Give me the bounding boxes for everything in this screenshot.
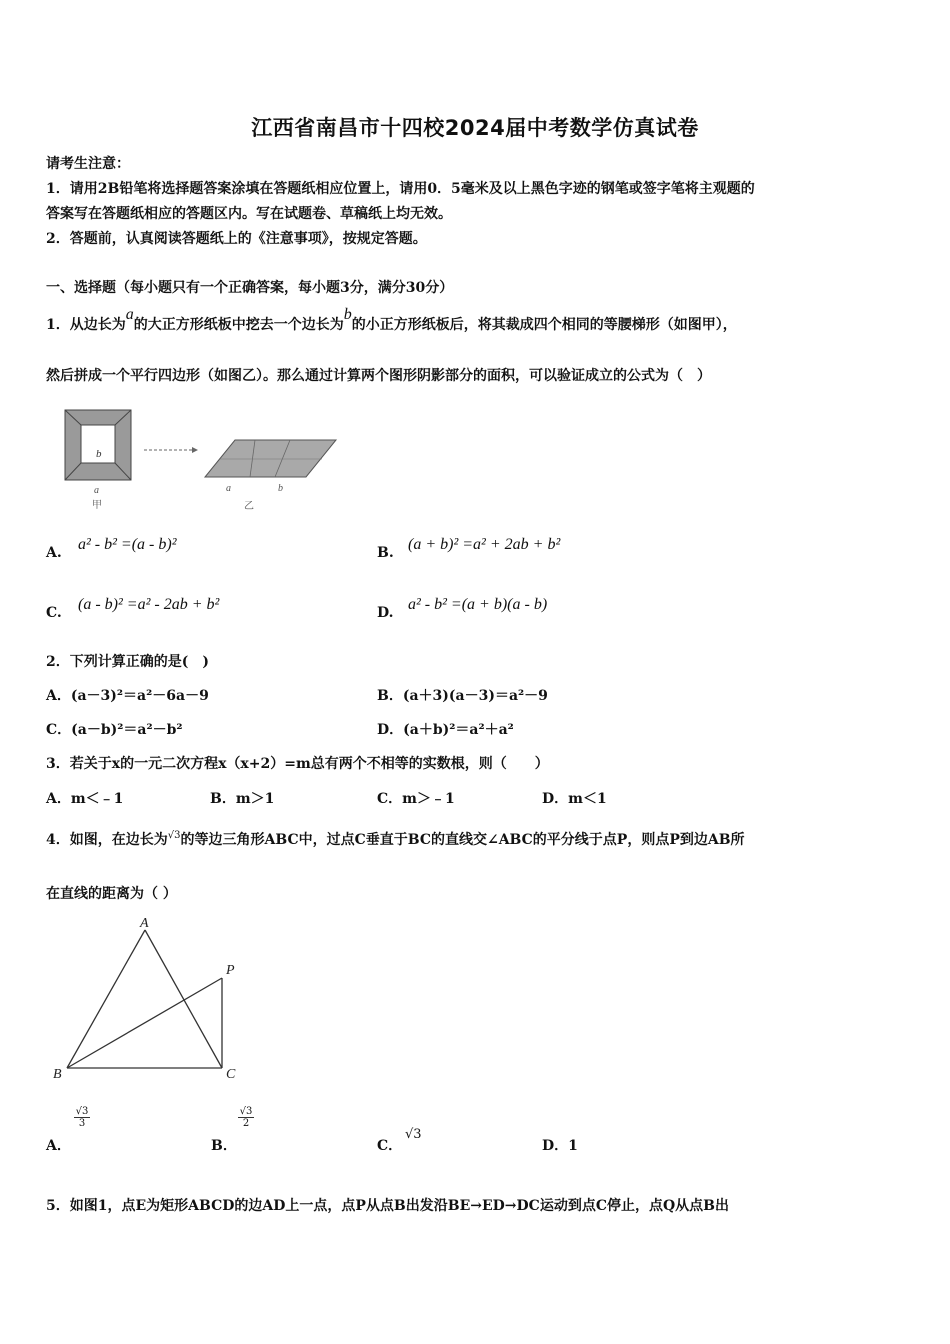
q2-option-a: A．(a－3)²＝a²－6a－9 [46, 688, 209, 704]
point-p-label: P [226, 963, 235, 978]
q1-option-c-label: C. [46, 605, 62, 621]
page-title: 江西省南昌市十四校2024届中考数学仿真试卷 [251, 116, 699, 140]
q2-option-c: C．(a－b)²＝a²－b² [46, 722, 183, 738]
vertex-b-label: B [53, 1067, 62, 1082]
q1-option-d: a² - b² =(a + b)(a - b) [408, 596, 548, 613]
vertex-c-label: C [226, 1067, 236, 1082]
notice-line-1: 1．请用2B铅笔将选择题答案涂填在答题纸相应位置上，请用0．5毫米及以上黑色字迹的钢笔或签字笔将主观题的 [46, 181, 755, 197]
q1-var-b: b [343, 306, 352, 323]
q4-sqrt3: √3 [167, 830, 181, 841]
q1-option-a-label: A. [46, 545, 62, 561]
q1-option-b: (a + b)² =a² + 2ab + b² [408, 536, 561, 553]
fig-label-yi: 乙 [244, 501, 254, 512]
q5-stem: 5．如图1，点E为矩形ABCD的边AD上一点，点P从点B出发沿BE→ED→DC运动到点C停止，点Q从点B出 [46, 1198, 729, 1214]
q1-option-d-label: D. [377, 605, 394, 621]
q4-figure [45, 912, 255, 1087]
fraction-denominator: 3 [78, 1118, 86, 1129]
fig-label-b2: b [278, 483, 283, 494]
q1-var-a: a [125, 306, 134, 323]
vertex-a-label: A [140, 916, 149, 931]
q1-figure [60, 405, 350, 515]
q4-option-a-label: A． [46, 1138, 71, 1154]
q1-text-1: 1．从边长为 [46, 317, 126, 333]
fraction-denominator: 2 [242, 1118, 250, 1129]
notice-line-3: 2．答题前，认真阅读答题纸上的《注意事项》，按规定答题。 [46, 231, 427, 247]
q3-option-a: A．m＜﹣1 [46, 791, 124, 807]
segment-bp [67, 978, 222, 1068]
q4-option-c-value: √3 [405, 1127, 422, 1142]
q2-option-b: B．(a＋3)(a－3)＝a²－9 [377, 688, 548, 704]
q4-text-2: 的等边三角形ABC中，过点C垂直于BC的直线交∠ABC的平分线于点P，则点P到边AB所 [180, 832, 745, 848]
fraction-numerator: √3 [239, 1106, 253, 1117]
q1-option-a: a² - b² =(a - b)² [78, 536, 177, 553]
q1-text-2: 的大正方形纸板中挖去一个边长为 [133, 317, 344, 333]
fraction-numerator: √3 [75, 1106, 89, 1117]
q2-stem: 2．下列计算正确的是( ) [46, 654, 209, 670]
q3-option-c: C．m＞﹣1 [377, 791, 455, 807]
fig-label-b: b [96, 448, 102, 460]
q4-option-b-fraction [238, 1106, 254, 1129]
q1-stem-line-2: 然后拼成一个平行四边形（如图乙）。那么通过计算两个图形阴影部分的面积，可以验证成立的公式为（ ） [46, 368, 711, 384]
q4-stem [46, 829, 745, 849]
q1-stem [46, 306, 737, 334]
q4-stem-line-2: 在直线的距离为（ ） [46, 886, 177, 902]
q4-text-1: 4．如图，在边长为 [46, 832, 168, 848]
notice-line-2: 答案写在答题纸相应的答题区内。写在试题卷、草稿纸上均无效。 [46, 206, 452, 222]
q1-option-c: (a - b)² =a² - 2ab + b² [78, 596, 220, 613]
q4-option-a-fraction [74, 1106, 90, 1129]
q3-stem: 3．若关于x的一元二次方程x（x+2）=m总有两个不相等的实数根，则（ ） [46, 756, 549, 772]
q4-option-d: D．1 [542, 1138, 578, 1154]
q3-option-d: D．m＜1 [542, 791, 607, 807]
side-ac [145, 930, 222, 1068]
fig-label-jia: 甲 [92, 500, 102, 511]
q3-option-b: B．m＞1 [210, 791, 275, 807]
fig-label-a2: a [226, 483, 231, 494]
fig-label-a: a [94, 485, 99, 496]
q4-option-c-label: C． [377, 1138, 403, 1154]
q1-text-3: 的小正方形纸板后，将其裁成四个相同的等腰梯形（如图甲）， [351, 317, 737, 333]
side-ab [67, 930, 145, 1068]
notice-heading: 请考生注意： [46, 156, 130, 172]
parallelogram [205, 440, 336, 477]
section-heading: 一、选择题（每小题只有一个正确答案，每小题3分，满分30分） [46, 280, 454, 296]
arrow-head [192, 447, 198, 453]
q4-option-b-label: B． [211, 1138, 237, 1154]
q1-option-b-label: B. [377, 545, 394, 561]
q2-option-d: D．(a＋b)²＝a²＋a² [377, 722, 514, 738]
